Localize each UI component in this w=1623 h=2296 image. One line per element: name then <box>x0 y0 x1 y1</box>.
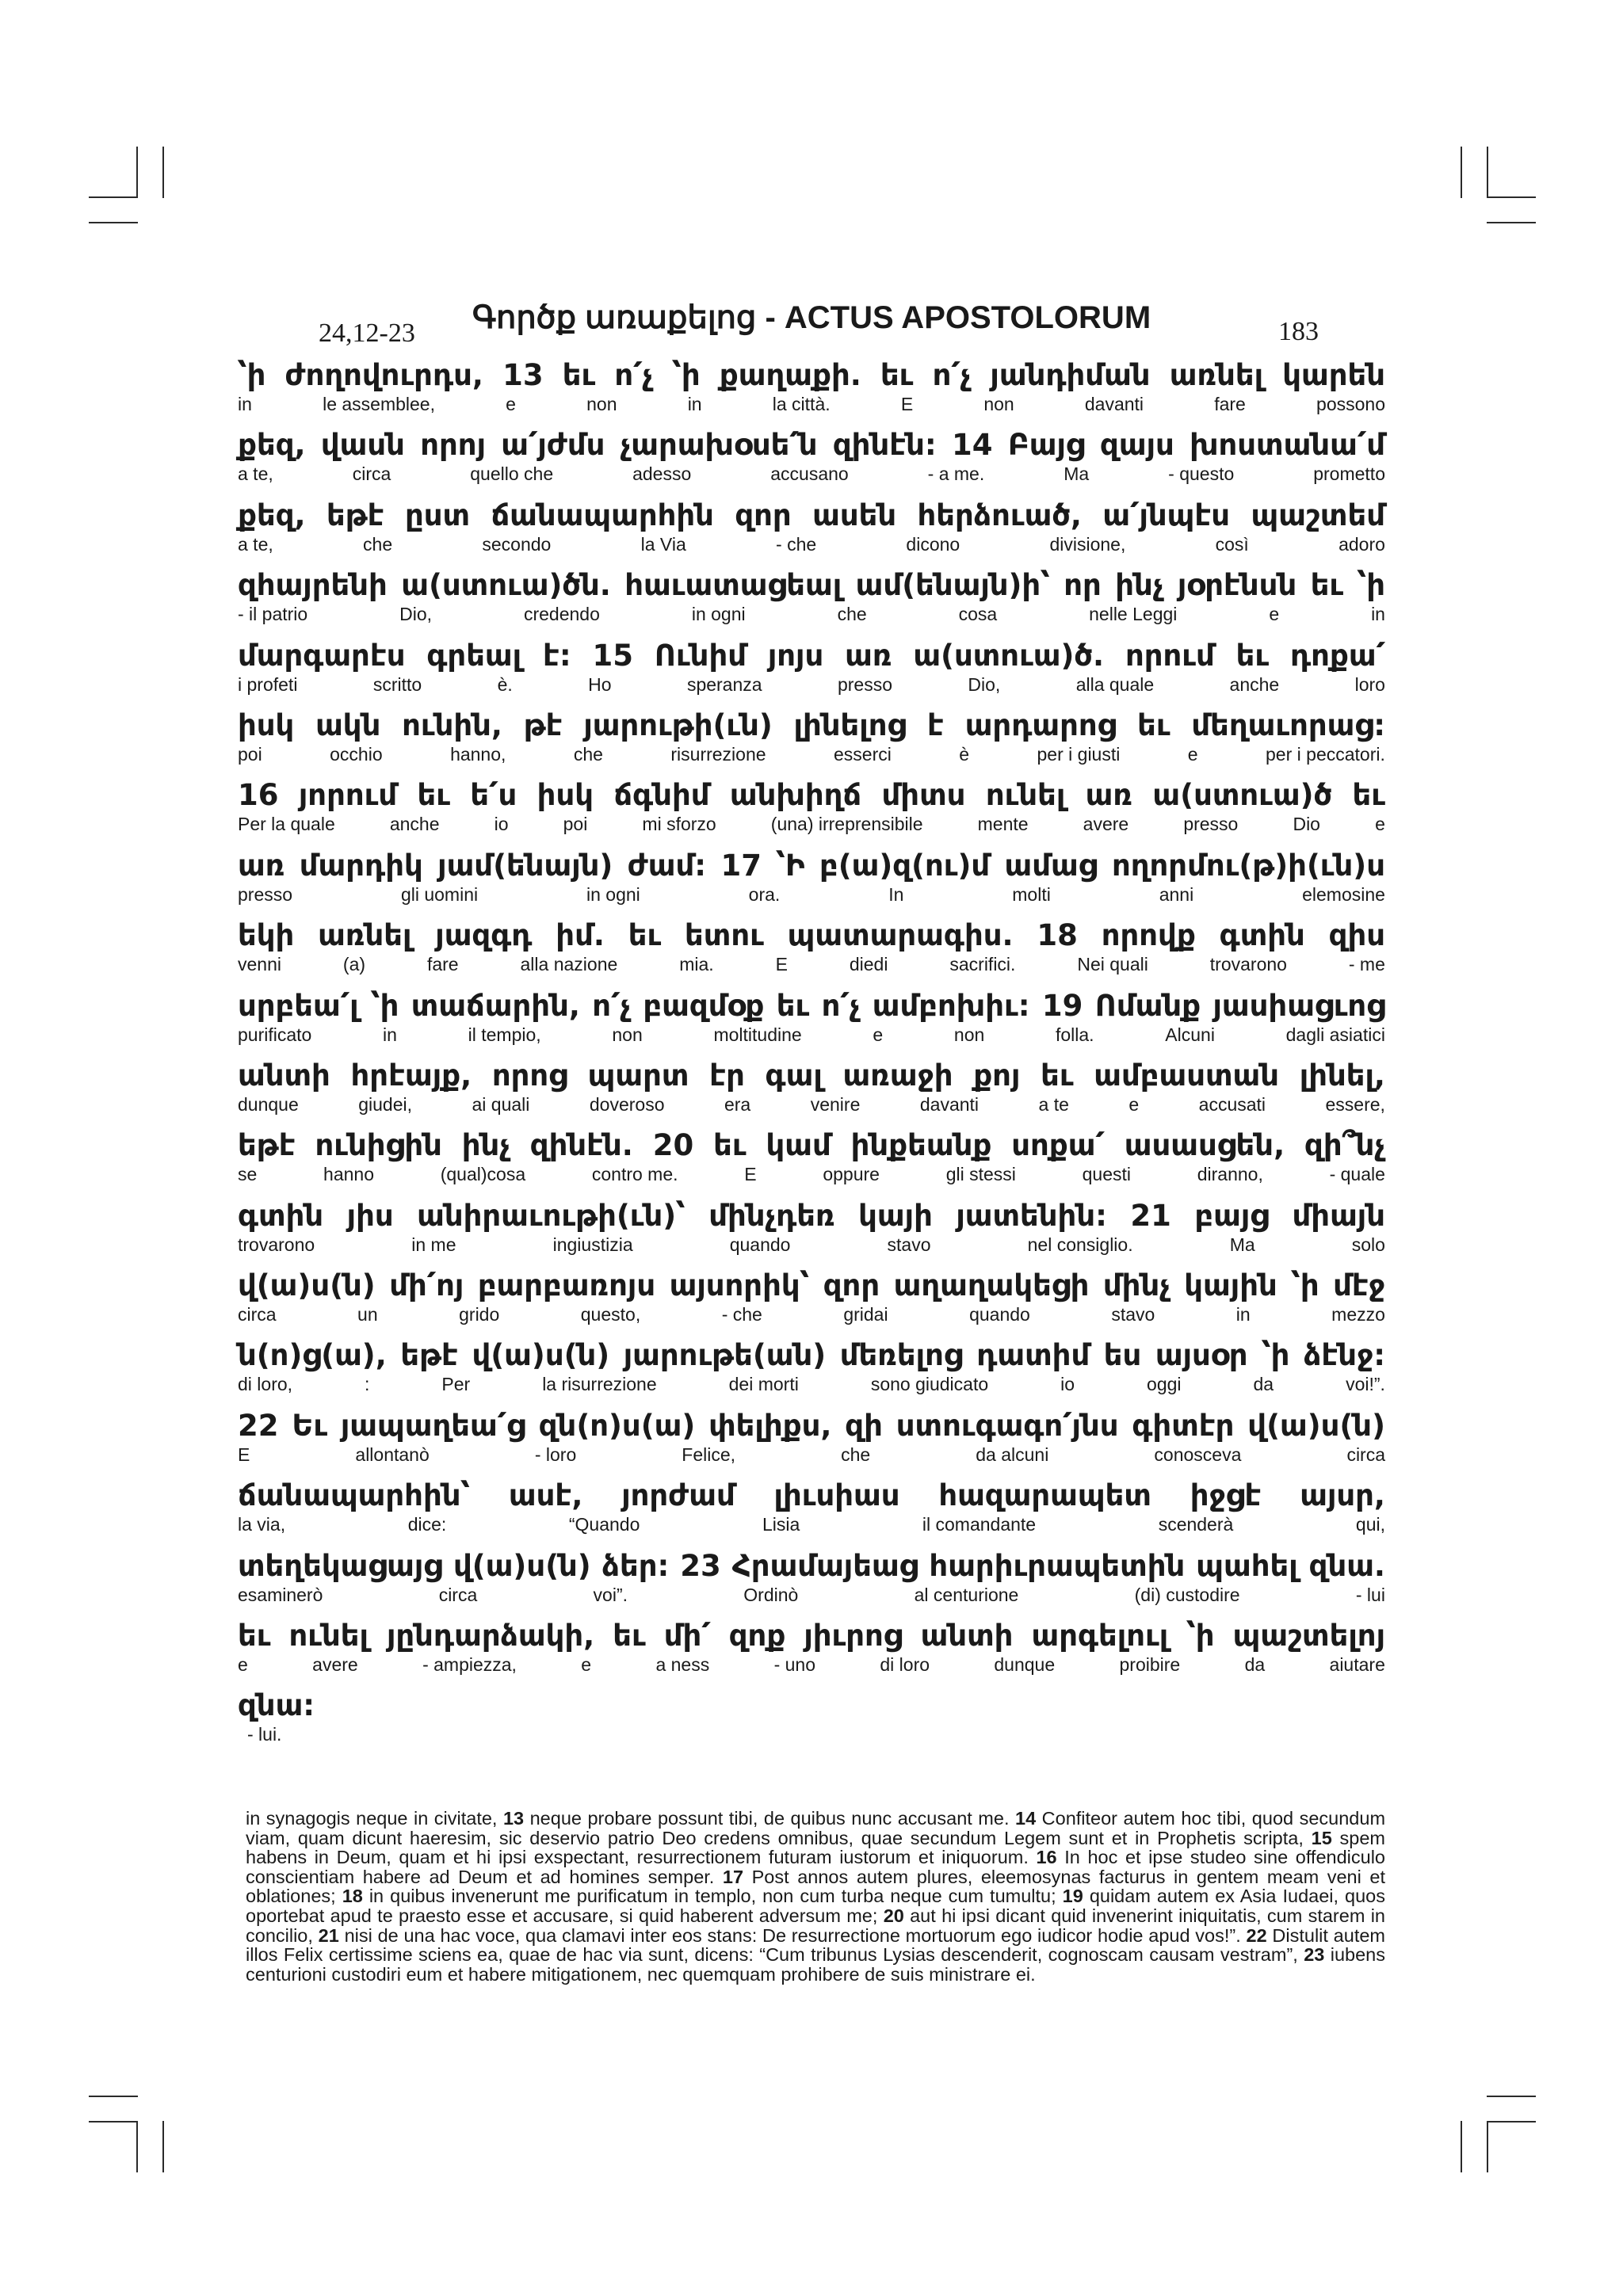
gloss-word: oggi <box>1147 1374 1182 1395</box>
gloss-word: anche <box>1229 673 1280 695</box>
gloss-word: a te <box>1038 1093 1069 1115</box>
interlinear-line <box>238 1125 1385 1195</box>
crop-mark-bl-v2 <box>162 2121 164 2172</box>
gloss-word: hanno <box>323 1164 374 1185</box>
gloss-word: Nei quali <box>1077 954 1148 975</box>
gloss-word: divisione, <box>1049 533 1126 555</box>
crop-mark-tl-v2 <box>162 147 164 198</box>
footnote-text: in synagogis neque in civitate, <box>246 1808 503 1829</box>
gloss-word: “Quando <box>568 1514 640 1535</box>
gloss-word: di loro <box>880 1654 930 1676</box>
gloss-word: Felice, <box>682 1444 736 1465</box>
gloss-word: oppure <box>823 1164 880 1185</box>
gloss-word: per i giusti <box>1037 743 1121 765</box>
gloss-word: Dio, <box>968 673 1001 695</box>
gloss-word: In <box>888 883 904 905</box>
gloss-word: gli stessi <box>945 1164 1016 1185</box>
gloss-word: dice: <box>407 1514 447 1535</box>
footnote-text: Distulit autem illos Felix certissime sciens ea, quae de hac via sunt, dicens: “Cum tribunus Lysias descenderit, cognoscam causam vestram”, <box>246 1924 1385 1966</box>
gloss-word: e <box>1269 604 1280 625</box>
gloss-word: e <box>581 1654 592 1676</box>
gloss-word: e <box>1187 743 1198 765</box>
verse-number: 23 <box>1304 1944 1325 1966</box>
gloss-word: alla quale <box>1075 673 1155 695</box>
footnote-text: quidam autem ex Asia Iudaei, quos oportebat apud te praesto esse et accusare, si quid haberent adversum me; <box>246 1886 1386 1926</box>
verse-number: 16 <box>1036 1847 1057 1868</box>
gloss-word: - lui <box>1355 1584 1385 1605</box>
verse-number: 20 <box>883 1905 904 1926</box>
gloss-word: in <box>383 1024 397 1045</box>
gloss-word: al centurione <box>914 1584 1019 1605</box>
gloss-word: stavo <box>887 1234 931 1255</box>
gloss-word: presso <box>1183 814 1239 835</box>
gloss-word: avere <box>1083 814 1129 835</box>
gloss-word: - a me. <box>927 463 985 485</box>
italian-gloss <box>238 603 1385 625</box>
gloss-word: E <box>900 394 914 414</box>
italian-gloss <box>238 1373 1385 1395</box>
verse-number: 13 <box>502 1808 525 1829</box>
gloss-word: (di) custodire <box>1134 1584 1240 1605</box>
gloss-word: (qual)cosa <box>440 1164 526 1185</box>
gloss-word: io <box>1060 1374 1075 1395</box>
gloss-word: da <box>1253 1374 1274 1395</box>
gloss-word: venni <box>238 954 281 975</box>
gloss-word: e <box>506 394 516 414</box>
armenian-text: գտին յիս անիրաւութի(ւն)՝ մինչդեռ կայի յատենին: 21 բայց միայն <box>238 1198 1385 1233</box>
armenian-text: եկի առնել յազգդ իմ. եւ ետու պատարագիս. 18 որովք գտին զիս <box>238 918 1385 953</box>
gloss-word: era <box>724 1093 751 1115</box>
gloss-word: e <box>238 1654 248 1676</box>
gloss-word: (una) irreprensibile <box>770 814 923 835</box>
gloss-word: secondo <box>482 533 552 555</box>
gloss-word: cosa <box>958 604 998 625</box>
gloss-word: mezzo <box>1331 1304 1385 1325</box>
gloss-word: voi”. <box>593 1584 628 1605</box>
interlinear-line <box>238 1196 1385 1265</box>
gloss-word: Per la quale <box>238 814 335 835</box>
interlinear-line <box>238 1055 1385 1125</box>
gloss-word: - me <box>1348 954 1385 975</box>
gloss-word: ora. <box>748 883 781 905</box>
running-header <box>238 299 1385 355</box>
gloss-word: gridai <box>843 1304 888 1325</box>
crop-mark-tl-h2 <box>89 222 138 223</box>
gloss-word: circa <box>238 1304 277 1325</box>
gloss-word: dicono <box>906 533 960 555</box>
gloss-word: Ordinò <box>743 1584 799 1605</box>
gloss-word: circa <box>352 463 391 485</box>
gloss-word: avere <box>312 1654 358 1676</box>
italian-gloss <box>238 1093 1385 1116</box>
gloss-word: - uno <box>773 1654 816 1676</box>
gloss-word: in <box>1235 1304 1251 1325</box>
gloss-word: in <box>238 394 252 414</box>
italian-gloss <box>238 463 1385 485</box>
gloss-word: presso <box>837 673 892 695</box>
gloss-word: un <box>357 1304 378 1325</box>
gloss-word: dei morti <box>728 1374 799 1395</box>
armenian-text: անտի հրէայք, որոց պարտ էր գալ առաջի քոյ եւ ամբաստան լինել, <box>238 1058 1385 1093</box>
gloss-word: anche <box>389 814 440 835</box>
crop-mark-br-v2 <box>1487 2121 1488 2172</box>
gloss-word: nel consiglio. <box>1027 1234 1133 1255</box>
gloss-word: scritto <box>372 673 422 695</box>
gloss-word: E <box>238 1444 250 1465</box>
interlinear-line <box>238 705 1385 775</box>
gloss-word: che <box>841 1444 871 1465</box>
gloss-word: mia. <box>679 954 714 975</box>
gloss-word: E <box>744 1164 757 1185</box>
gloss-word: - il patrio <box>238 604 308 625</box>
gloss-word: hanno, <box>450 743 506 765</box>
verse-number: 21 <box>318 1924 339 1946</box>
crop-mark-tr-h <box>1487 196 1536 198</box>
gloss-word: - loro <box>534 1444 577 1465</box>
gloss-word: che <box>573 743 603 765</box>
gloss-word: doveroso <box>589 1093 665 1115</box>
verse-number: 22 <box>1246 1924 1267 1946</box>
gloss-word: in <box>1371 604 1385 625</box>
gloss-word: e <box>873 1024 884 1045</box>
gloss-word: Dio <box>1293 814 1320 835</box>
footnote-text: nisi de una hac voce, qua clamavi inter eos stans: De resurrectione mortuorum ego iudicor hodie apud vos!”. <box>338 1924 1247 1946</box>
italian-gloss <box>238 673 1385 696</box>
gloss-word: presso <box>238 883 293 905</box>
interlinear-line <box>238 355 1385 425</box>
armenian-text: իսկ ակն ունին, թէ յարութի(ւն) լինելոց է արդարոց եւ մեղաւորաց: <box>238 707 1385 742</box>
gloss-word: mente <box>977 814 1029 835</box>
gloss-word: Ma <box>1229 1234 1255 1255</box>
gloss-word: speranza <box>686 673 762 695</box>
gloss-word: non <box>612 1024 643 1045</box>
armenian-text: սրբեա՛լ ՝ի տաճարին, ո՛չ բազմօք եւ ո՛չ ամբոխիւ: 19 Ոմանք յասիացւոց <box>238 988 1385 1023</box>
gloss-word: Per <box>441 1374 471 1395</box>
gloss-word: io <box>494 814 509 835</box>
armenian-text: քեզ, վասն որոյ ա՛յժմս չարախօսե՛ն զինէն: 14 Բայց զայս խոստանա՛մ <box>238 428 1385 463</box>
crop-mark-br-h <box>1487 2096 1536 2097</box>
interlinear-line <box>238 1615 1385 1685</box>
gloss-word: contro me. <box>591 1164 678 1185</box>
gloss-word: da <box>1244 1654 1266 1676</box>
gloss-word: grido <box>459 1304 500 1325</box>
armenian-text: քեզ, եթէ ըստ ճանապարհին զոր ասեն հերձուած, ա՛յնպէս պաշտեմ <box>238 498 1385 532</box>
footnote-text: In hoc et ipse studeo sine offendiculo conscientiam habere ad Deum et ad homines semper. <box>246 1847 1386 1887</box>
gloss-word: - che <box>721 1304 762 1325</box>
gloss-word: il comandante <box>922 1514 1037 1535</box>
gloss-word: adoro <box>1338 533 1385 555</box>
italian-gloss <box>238 393 1385 415</box>
gloss-word: loro <box>1354 673 1385 695</box>
gloss-word: giudei, <box>358 1093 413 1115</box>
gloss-word: davanti <box>919 1093 980 1115</box>
gloss-word: in me <box>411 1234 456 1255</box>
gloss-word: e <box>1375 814 1385 835</box>
gloss-word: solo <box>1351 1234 1385 1255</box>
gloss-word: e <box>1128 1093 1140 1115</box>
interlinear-line <box>238 1685 1385 1755</box>
interlinear-line <box>238 635 1385 705</box>
gloss-word: questi <box>1082 1164 1131 1185</box>
interlinear-text <box>238 355 1385 1756</box>
footnote-text: Confiteor autem hoc tibi, quod secundum viam, quam dicunt haeresim, sic deservio patrio Deo credens omnibus, quae secundum Legem sunt et in Prophetis scripta, <box>246 1808 1386 1848</box>
gloss-word: conosceva <box>1154 1444 1242 1465</box>
gloss-word: trovarono <box>238 1234 315 1255</box>
gloss-word: credendo <box>523 604 600 625</box>
armenian-text: 22 Եւ յապաղեա՛ց զն(ո)ս(ա) փելիքս, զի ստուգագո՛յնս գիտէր վ(ա)ս(ն) <box>238 1408 1385 1443</box>
gloss-word: nelle Leggi <box>1089 604 1178 625</box>
crop-mark-tl-v1 <box>136 147 138 198</box>
gloss-word: quando <box>969 1304 1030 1325</box>
gloss-word: dunque <box>994 1654 1056 1676</box>
italian-gloss <box>238 953 1385 975</box>
gloss-word: alla nazione <box>520 954 618 975</box>
gloss-word: : <box>365 1374 370 1395</box>
gloss-word: folla. <box>1055 1024 1094 1045</box>
gloss-word: ingiustizia <box>552 1234 633 1255</box>
gloss-word: quando <box>729 1234 791 1255</box>
footnote-text: Post annos autem plures, eleemosynas facturus in gentem meam veni et oblationes; <box>246 1866 1386 1907</box>
interlinear-line <box>238 495 1385 565</box>
gloss-word: la via, <box>238 1514 286 1535</box>
gloss-word: circa <box>1346 1444 1385 1465</box>
gloss-word: che <box>837 604 867 625</box>
italian-gloss <box>238 1584 1385 1606</box>
gloss-word: sacrifici. <box>949 954 1016 975</box>
footnote-text: neque probare possunt tibi, de quibus nunc accusant me. <box>524 1808 1015 1829</box>
gloss-word: - ampiezza, <box>422 1654 517 1676</box>
gloss-word: in ogni <box>691 604 746 625</box>
gloss-word: poi <box>563 814 588 835</box>
italian-gloss <box>238 743 1385 765</box>
gloss-word: quello che <box>470 463 554 485</box>
gloss-word: fare <box>426 954 459 975</box>
gloss-word: possono <box>1316 394 1385 414</box>
crop-mark-br-h2 <box>1487 2121 1536 2122</box>
gloss-word: la città. <box>772 394 831 414</box>
interlinear-line <box>238 986 1385 1055</box>
crop-mark-tr-v2 <box>1487 147 1488 198</box>
gloss-word: anni <box>1159 883 1194 905</box>
gloss-word: sono giudicato <box>870 1374 989 1395</box>
latin-vulgate-footnote <box>246 1809 1385 1984</box>
gloss-word: questo, <box>580 1304 641 1325</box>
armenian-text: զնա: <box>238 1688 315 1723</box>
gloss-word: essere, <box>1325 1093 1385 1115</box>
gloss-word: non <box>586 394 617 414</box>
gloss-word: Lisia <box>762 1514 800 1535</box>
gloss-word: in ogni <box>586 883 640 905</box>
gloss-word: stavo <box>1111 1304 1155 1325</box>
armenian-text: եւ ունել յընդարձակի, եւ մի՛ զոք յիւրոց անտի արգելուլ ՝ի պաշտելոյ <box>238 1619 1385 1653</box>
gloss-word: accusano <box>770 463 849 485</box>
crop-mark-bl-v1 <box>136 2121 138 2172</box>
gloss-word: a ness <box>655 1654 710 1676</box>
gloss-word: il tempio, <box>468 1024 541 1045</box>
italian-gloss <box>238 1723 1385 1745</box>
gloss-word: risurrezione <box>670 743 766 765</box>
armenian-text: ն(ո)ց(ա), եթէ վ(ա)ս(ն) յարութե(ան) մեռելոց դատիմ ես այսօր ՝ի ձէնջ: <box>238 1338 1385 1373</box>
italian-gloss <box>238 1444 1385 1466</box>
gloss-word: è <box>959 743 970 765</box>
gloss-word: scenderà <box>1158 1514 1234 1535</box>
gloss-word: la Via <box>640 533 686 555</box>
gloss-word: diranno, <box>1197 1164 1263 1185</box>
gloss-word: non <box>983 394 1014 414</box>
gloss-word: se <box>238 1164 258 1185</box>
interlinear-line <box>238 425 1385 494</box>
crop-mark-bl-h2 <box>89 2121 138 2122</box>
gloss-word: davanti <box>1084 394 1144 414</box>
armenian-text: առ մարդիկ յամ(ենայն) ժամ: 17 ՝Ի բ(ա)զ(ու)մ ամաց ողորմու(թ)ի(ւն)ս <box>238 848 1385 883</box>
gloss-word: proibire <box>1119 1654 1181 1676</box>
armenian-text: 16 յորում եւ ե՛ս իսկ ճգնիմ անխիղճ միտս ունել առ ա(ստուա)ծ եւ <box>238 778 1385 813</box>
italian-gloss <box>238 1163 1385 1185</box>
gloss-word: in <box>687 394 702 414</box>
gloss-word: - questo <box>1168 463 1235 485</box>
crop-mark-bl-h <box>89 2096 138 2097</box>
gloss-word: Dio, <box>399 604 433 625</box>
gloss-word: non <box>953 1024 985 1045</box>
armenian-text: ՝ի ժողովուրդս, 13 եւ ո՛չ ՝ի քաղաքի. եւ ո՛չ յանդիման առնել կարեն <box>238 358 1385 392</box>
gloss-word: la risurrezione <box>542 1374 657 1395</box>
gloss-word: è. <box>497 673 513 695</box>
interlinear-line <box>238 565 1385 635</box>
gloss-word: qui, <box>1355 1514 1385 1535</box>
verse-number: 15 <box>1311 1827 1332 1848</box>
gloss-word: moltitudine <box>713 1024 802 1045</box>
verse-number: 19 <box>1062 1886 1083 1907</box>
gloss-word: di loro, <box>238 1374 293 1395</box>
crop-mark-tr-v1 <box>1461 147 1462 198</box>
italian-gloss <box>238 533 1385 555</box>
gloss-word: da alcuni <box>976 1444 1049 1465</box>
gloss-word: allontanò <box>355 1444 430 1465</box>
gloss-word: E <box>775 954 788 975</box>
gloss-word: venire <box>810 1093 861 1115</box>
gloss-word: accusati <box>1198 1093 1266 1115</box>
page-number: 183 <box>1278 317 1319 346</box>
gloss-word: occhio <box>330 743 383 765</box>
gloss-word: poi <box>238 743 262 765</box>
page-title: Գործք առաքելոց - ACTUS APOSTOLORUM <box>472 300 1151 335</box>
gloss-word: dagli asiatici <box>1285 1024 1385 1045</box>
interlinear-line <box>238 1475 1385 1545</box>
gloss-word: ai quali <box>472 1093 530 1115</box>
crop-mark-br-v1 <box>1461 2121 1462 2172</box>
footnote-text: aut hi ipsi dicant quid invenerint iniquitatis, cum starem in concilio, <box>246 1905 1385 1946</box>
gloss-word: gli uomini <box>400 883 479 905</box>
gloss-word: aiutare <box>1329 1654 1385 1676</box>
gloss-word: dunque <box>238 1093 299 1115</box>
verse-number: 14 <box>1015 1808 1037 1829</box>
italian-gloss <box>238 1653 1385 1676</box>
gloss-word: adesso <box>632 463 692 485</box>
armenian-text: զհայրենի ա(ստուա)ծն. հաւատացեալ ամ(ենայն)ի՝ որ ինչ յօրէնսն եւ ՝ի <box>238 568 1385 603</box>
armenian-text: ճանապարհին՝ ասէ, յորժամ լիւսիաս հազարապետ իջցէ այսր, <box>238 1478 1385 1513</box>
gloss-word: (a) <box>342 954 366 975</box>
footnote-text: iubens centurioni custodiri eum et habere mitigationem, nec quemquam prohibere de suis ministrare ei. <box>246 1944 1386 1985</box>
gloss-word: le assemblee, <box>323 394 435 414</box>
italian-gloss <box>238 813 1385 835</box>
interlinear-line <box>238 915 1385 985</box>
gloss-word: voi!”. <box>1346 1374 1385 1395</box>
gloss-word: Ho <box>588 673 612 695</box>
italian-gloss <box>238 1024 1385 1046</box>
footnote-text: spem habens in Deum, quam et hi ipsi exspectant, resurrectionem futuram iustorum et iniquorum. <box>246 1827 1385 1868</box>
gloss-word: così <box>1215 533 1249 555</box>
gloss-word: molti <box>1012 883 1051 905</box>
gloss-word: - che <box>776 533 817 555</box>
italian-gloss <box>238 1303 1385 1325</box>
interlinear-line <box>238 845 1385 915</box>
gloss-word: prometto <box>1313 463 1385 485</box>
gloss-word: mi sforzo <box>642 814 716 835</box>
armenian-text: մարգարէս գրեալ է: 15 Ունիմ յոյս առ ա(ստուա)ծ. որում եւ դոքա՛ <box>238 638 1385 673</box>
footnote-text: in quibus invenerunt me purificatum in templo, non cum turba neque cum tumultu; <box>362 1886 1063 1907</box>
gloss-word: purificato <box>238 1024 312 1045</box>
gloss-word: che <box>363 533 393 555</box>
interlinear-line <box>238 775 1385 845</box>
armenian-text: վ(ա)ս(ն) մի՛ոյ բարբառոյս այսորիկ՝ զոր աղաղակեցի մինչ կային ՝ի մէջ <box>238 1268 1385 1303</box>
gloss-word: a te, <box>238 533 273 555</box>
gloss-word: Alcuni <box>1165 1024 1215 1045</box>
verse-number: 17 <box>722 1866 744 1887</box>
gloss-word: trovarono <box>1209 954 1287 975</box>
interlinear-line <box>238 1546 1385 1615</box>
gloss-word: i profeti <box>238 673 298 695</box>
italian-gloss <box>238 1513 1385 1535</box>
gloss-word: fare <box>1214 394 1246 414</box>
gloss-word: per i peccatori. <box>1266 743 1385 765</box>
gloss-word: - quale <box>1329 1164 1385 1185</box>
italian-gloss <box>238 1234 1385 1256</box>
verse-number: 18 <box>342 1886 363 1907</box>
gloss-word: elemosine <box>1302 883 1385 905</box>
crop-mark-tr-h2 <box>1487 222 1536 223</box>
gloss-word: Ma <box>1064 463 1090 485</box>
gloss-word: a te, <box>238 463 273 485</box>
gloss-word: diedi <box>849 954 888 975</box>
gloss-word: esaminerò <box>238 1584 323 1605</box>
crop-mark-tl-h <box>89 196 138 198</box>
gloss-word: esserci <box>833 743 892 765</box>
interlinear-line <box>238 1405 1385 1475</box>
gloss-word: - lui. <box>247 1724 282 1745</box>
interlinear-line <box>238 1265 1385 1335</box>
armenian-text: եթէ ունիցին ինչ զինէն. 20 եւ կամ ինքեանք սոքա՛ ասասցեն, զի՞նչ <box>238 1128 1385 1163</box>
italian-gloss <box>238 883 1385 906</box>
chapter-verse-ref: 24,12-23 <box>319 318 415 348</box>
gloss-word: circa <box>438 1584 478 1605</box>
armenian-text: տեղեկացայց վ(ա)ս(ն) ձեր: 23 Հրամայեաց հարիւրապետին պահել զնա. <box>238 1548 1385 1583</box>
interlinear-line <box>238 1335 1385 1405</box>
